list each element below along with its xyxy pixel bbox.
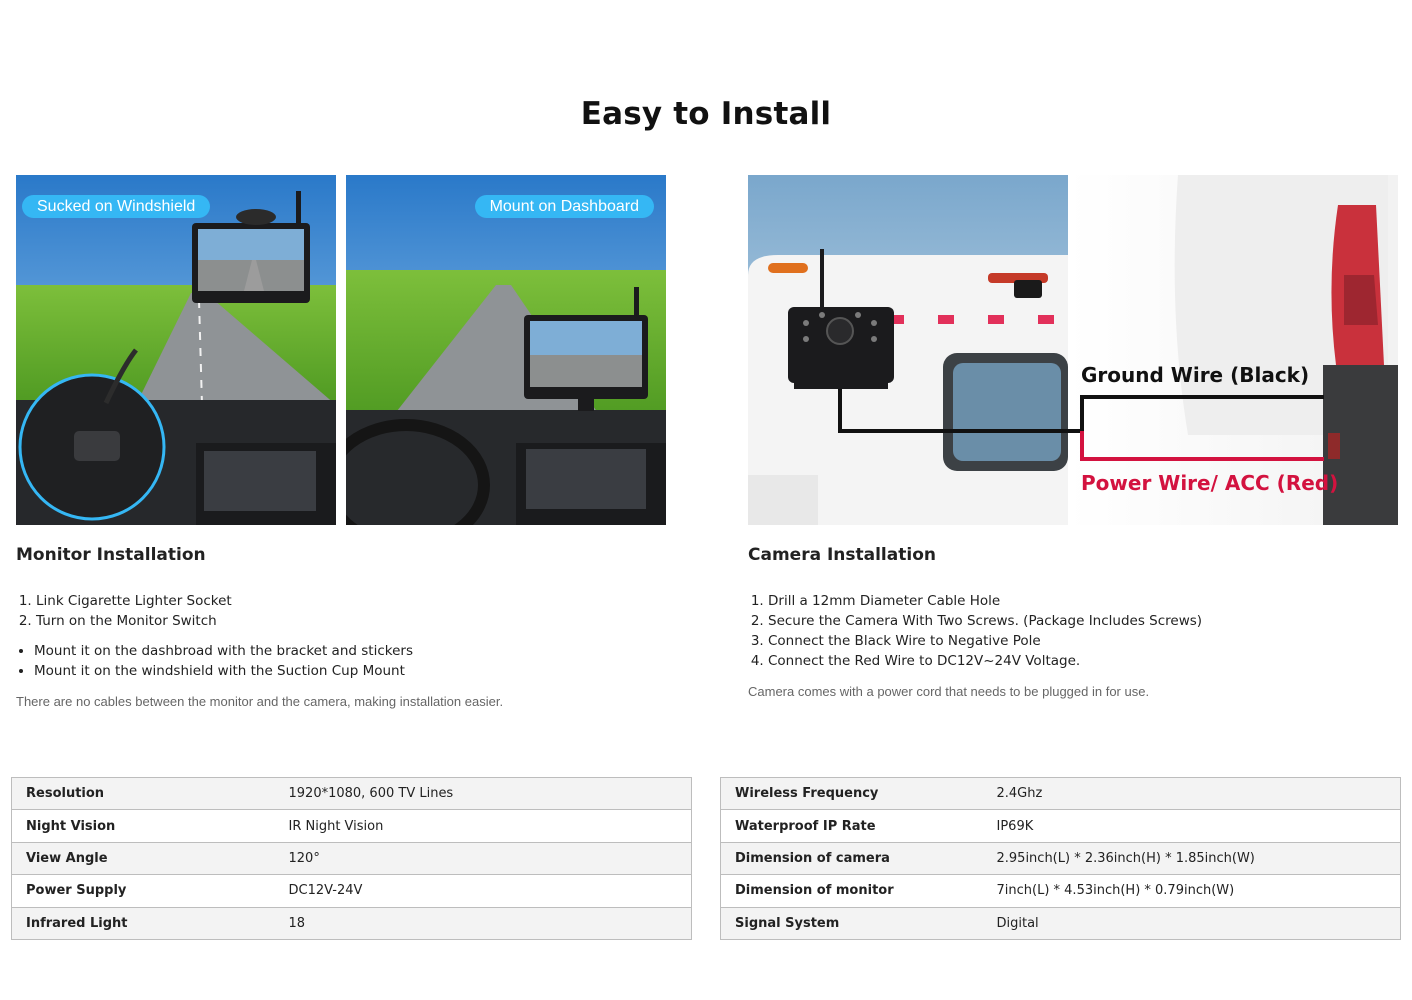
spec-key: Night Vision — [12, 810, 275, 842]
monitor-steps-list — [16, 591, 232, 631]
monitor-tips-list — [16, 641, 413, 681]
power-wire-label: Power Wire/ ACC (Red) — [1081, 471, 1339, 495]
camera-installation-note: Camera comes with a power cord that needs to be plugged in for use. — [748, 684, 1150, 699]
spec-value: Digital — [983, 907, 1401, 939]
camera-install-photo — [748, 175, 1398, 525]
table-row — [12, 778, 692, 810]
spec-value: 120° — [275, 842, 692, 874]
list-item: • Mount it on the windshield with the Suction Cup Mount — [34, 661, 413, 681]
spec-value: 7inch(L) * 4.53inch(H) * 0.79inch(W) — [983, 875, 1401, 907]
list-item: 3. Connect the Black Wire to Negative Pole — [768, 631, 1202, 651]
list-item: 1. Drill a 12mm Diameter Cable Hole — [768, 591, 1202, 611]
table-row — [721, 842, 1401, 874]
list-item: 1. Link Cigarette Lighter Socket — [36, 591, 232, 611]
spec-value: IP69K — [983, 810, 1401, 842]
table-row — [12, 810, 692, 842]
spec-value: DC12V-24V — [275, 875, 692, 907]
spec-value: 2.4Ghz — [983, 778, 1401, 810]
spec-key: Dimension of monitor — [721, 875, 983, 907]
spec-key: Infrared Light — [12, 907, 275, 939]
table-row — [12, 842, 692, 874]
windshield-mount-photo — [16, 175, 336, 525]
camera-steps-list — [748, 591, 1202, 671]
spec-value: 2.95inch(L) * 2.36inch(H) * 1.85inch(W) — [983, 842, 1401, 874]
spec-value: 18 — [275, 907, 692, 939]
list-item: 2. Turn on the Monitor Switch — [36, 611, 232, 631]
monitor-installation-heading: Monitor Installation — [16, 545, 206, 565]
list-item: • Mount it on the dashbroad with the bracket and stickers — [34, 641, 413, 661]
list-item: 4. Connect the Red Wire to DC12V~24V Voltage. — [768, 651, 1202, 671]
ground-wire-label: Ground Wire (Black) — [1081, 363, 1310, 387]
dashboard-mount-photo — [346, 175, 666, 525]
table-row — [721, 778, 1401, 810]
spec-key: Waterproof IP Rate — [721, 810, 983, 842]
list-item: 2. Secure the Camera With Two Screws. (Package Includes Screws) — [768, 611, 1202, 631]
monitor-installation-note: There are no cables between the monitor and the camera, making installation easier. — [16, 694, 504, 709]
table-row — [12, 875, 692, 907]
spec-key: Wireless Frequency — [721, 778, 983, 810]
table-row — [721, 875, 1401, 907]
dashboard-label-badge: Mount on Dashboard — [475, 195, 654, 218]
monitor-specs-table — [11, 777, 692, 940]
windshield-label-badge: Sucked on Windshield — [22, 195, 210, 218]
spec-key: View Angle — [12, 842, 275, 874]
table-row — [721, 810, 1401, 842]
table-row — [12, 907, 692, 939]
page-title: Easy to Install — [580, 96, 832, 132]
spec-value: 1920*1080, 600 TV Lines — [275, 778, 692, 810]
spec-key: Resolution — [12, 778, 275, 810]
spec-key: Dimension of camera — [721, 842, 983, 874]
camera-specs-table — [720, 777, 1401, 940]
spec-key: Signal System — [721, 907, 983, 939]
spec-value: IR Night Vision — [275, 810, 692, 842]
camera-installation-heading: Camera Installation — [748, 545, 936, 565]
spec-key: Power Supply — [12, 875, 275, 907]
table-row — [721, 907, 1401, 939]
